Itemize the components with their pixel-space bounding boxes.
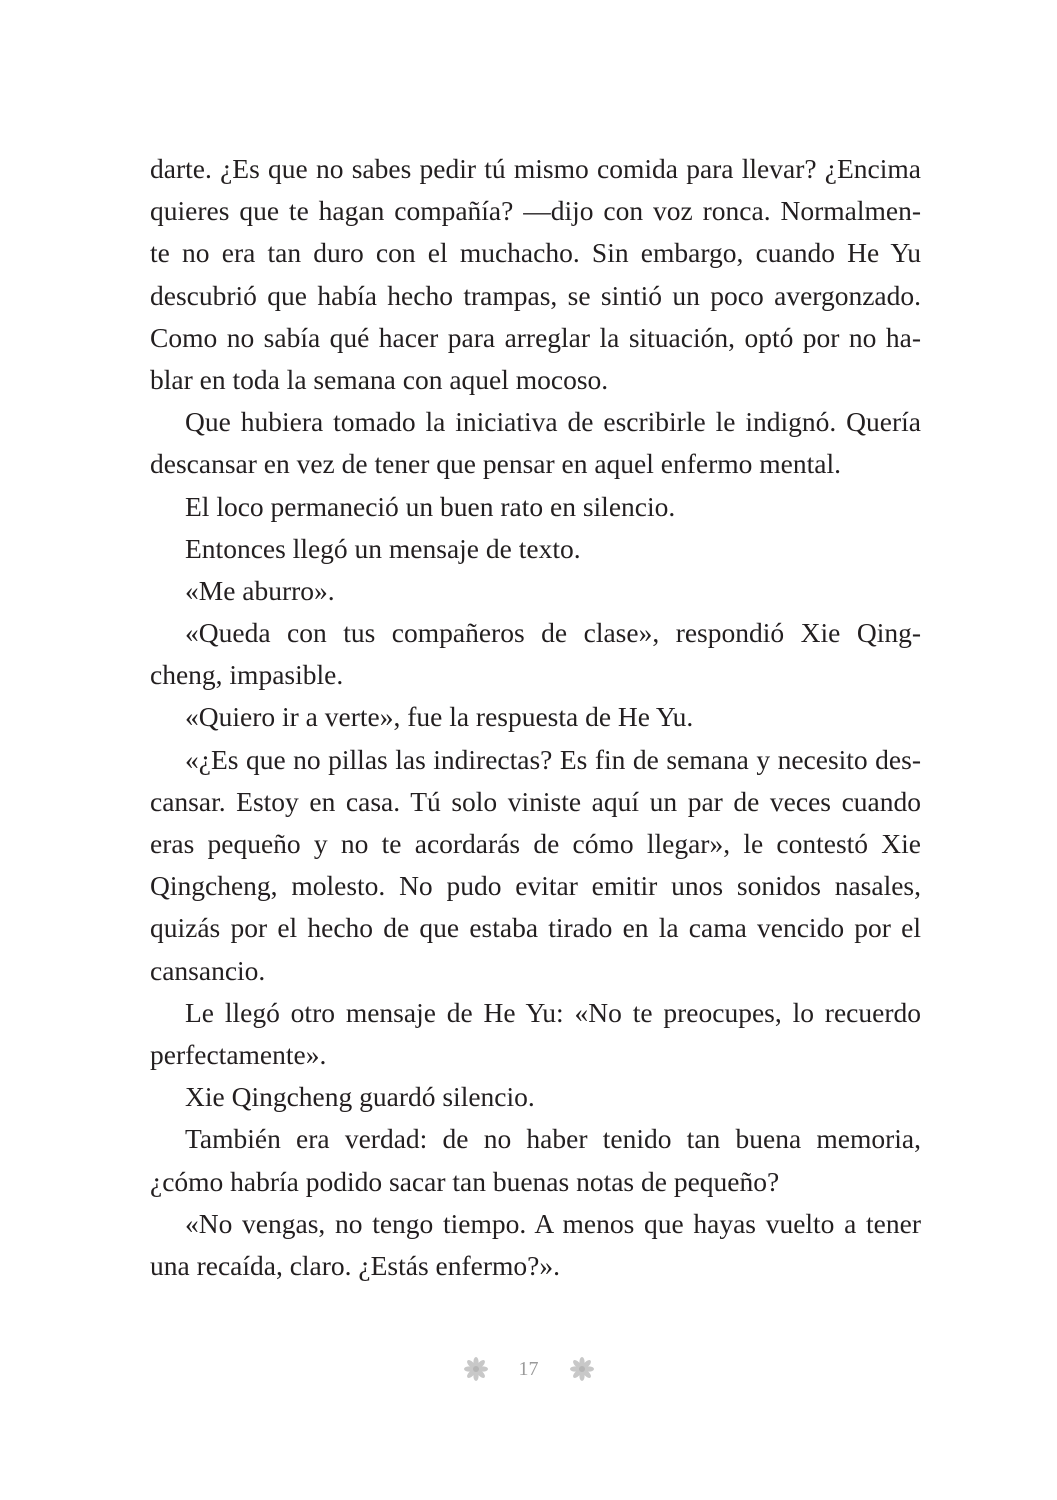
text-line: cansancio. bbox=[150, 954, 266, 986]
text-line: ¿cómo habría podido sacar tan buenas notas de pequeño? bbox=[150, 1165, 780, 1197]
text-line: quieres que te hagan compañía? —dijo con voz ronca. Normalmen- bbox=[150, 195, 921, 227]
flower-icon bbox=[463, 1356, 489, 1382]
text-line: «¿Es que no pillas las indirectas? Es fin de semana y necesito des- bbox=[185, 743, 921, 775]
page-footer bbox=[0, 1352, 1057, 1386]
text-line: «Queda con tus compañeros de clase», respondió Xie Qing- bbox=[185, 617, 921, 649]
text-line: quizás por el hecho de que estaba tirado en la cama vencido por el bbox=[150, 912, 921, 944]
text-line: cheng, impasible. bbox=[150, 659, 344, 691]
text-line: eras pequeño y no te acordarás de cómo llegar», le contestó Xie bbox=[150, 828, 921, 859]
text-line: descansar en vez de tener que pensar en aquel enfermo mental. bbox=[150, 448, 841, 480]
text-line: una recaída, claro. ¿Estás enfermo?». bbox=[150, 1249, 560, 1281]
text-line: También era verdad: de no haber tenido tan buena memoria, bbox=[185, 1123, 921, 1155]
flower-icon bbox=[569, 1356, 595, 1382]
page-number: 17 bbox=[518, 1357, 539, 1380]
text-line: «No vengas, no tengo tiempo. A menos que hayas vuelto a tener bbox=[185, 1207, 921, 1239]
text-line: cansar. Estoy en casa. Tú solo viniste aquí un par de veces cuando bbox=[150, 785, 921, 817]
text-line: perfectamente». bbox=[150, 1038, 327, 1070]
body-text bbox=[150, 148, 921, 1287]
text-line: descubrió que había hecho trampas, se sintió un poco avergonzado. bbox=[150, 279, 921, 311]
text-line: te no era tan duro con el muchacho. Sin embargo, cuando He Yu bbox=[150, 237, 921, 269]
text-line: El loco permaneció un buen rato en silencio. bbox=[185, 490, 676, 522]
text-line: Qingcheng, molesto. No pudo evitar emitir unos sonidos nasales, bbox=[150, 870, 921, 902]
text-line: Que hubiera tomado la iniciativa de escribirle le indignó. Quería bbox=[185, 406, 921, 438]
text-line: blar en toda la semana con aquel mocoso. bbox=[150, 363, 609, 395]
text-line: «Quiero ir a verte», fue la respuesta de He Yu. bbox=[185, 701, 694, 733]
text-line: Xie Qingcheng guardó silencio. bbox=[185, 1081, 535, 1113]
text-line: darte. ¿Es que no sabes pedir tú mismo comida para llevar? ¿Encima bbox=[150, 153, 921, 184]
text-line: Le llegó otro mensaje de He Yu: «No te preocupes, lo recuerdo bbox=[185, 996, 921, 1028]
text-line: «Me aburro». bbox=[185, 574, 335, 606]
text-line: Entonces llegó un mensaje de texto. bbox=[185, 532, 581, 564]
text-line: Como no sabía qué hacer para arreglar la situación, optó por no ha- bbox=[150, 321, 921, 353]
